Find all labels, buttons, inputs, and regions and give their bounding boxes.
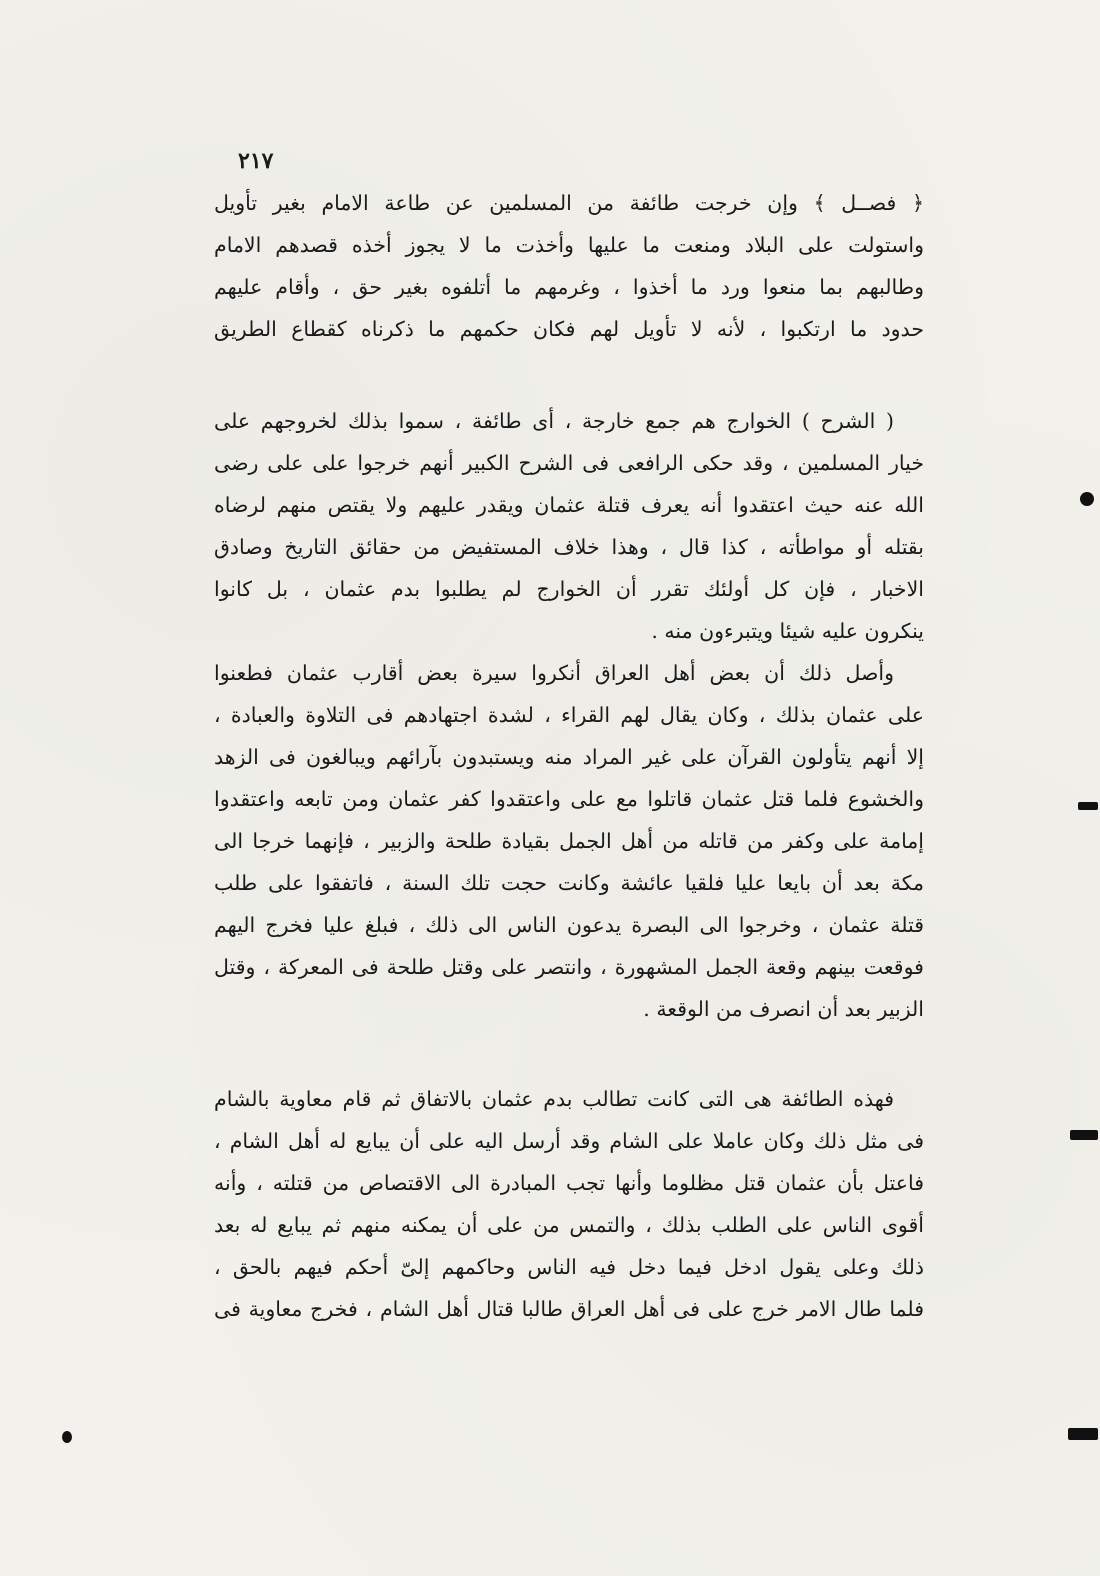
- text-line: على عثمان بذلك ، وكان يقال لهم القراء ، لشدة اجتهادهم فى التلاوة والعبادة ،: [214, 703, 924, 727]
- text-line: أقوى الناس على الطلب بذلك ، والتمس من على أن يمكنه منهم ثم يبايع له بعد: [214, 1213, 924, 1237]
- section-sharh: [214, 400, 924, 1030]
- text-line: وأصل ذلك أن بعض أهل العراق أنكروا سيرة بعض أقارب عثمان فطعنوا: [214, 661, 894, 685]
- text-line: بقتله أو مواطأته ، كذا قال ، وهذا خلاف المستفيض من حقائق التاريخ وصادق: [214, 535, 924, 559]
- text-line: الزبير بعد أن انصرف من الوقعة .: [643, 997, 924, 1021]
- text-line: فلما طال الامر خرج على فى أهل العراق طالبا قتال أهل الشام ، فخرج معاوية فى: [214, 1297, 924, 1321]
- text-line: ذلك وعلى يقول ادخل فيما دخل فيه الناس وحاكمهم إلىّ أحكم فيهم بالحق ،: [214, 1255, 924, 1279]
- text-line: فهذه الطائفة هى التى كانت تطالب بدم عثمان بالاتفاق ثم قام معاوية بالشام: [214, 1087, 894, 1111]
- text-line: ﴿ فصــل ﴾ وإن خرجت طائفة من المسلمين عن طاعة الامام بغير تأويل: [214, 191, 924, 215]
- scan-artifact-dot: [62, 1431, 72, 1443]
- scan-artifact-mark: [1068, 1428, 1098, 1440]
- text-line: وطالبهم بما منعوا ورد ما أخذوا ، وغرمهم ما أتلفوه بغير حق ، وأقام عليهم: [214, 275, 924, 299]
- section-continuation: [214, 1078, 924, 1330]
- text-line: والخشوع فلما قتل عثمان قاتلوا مع على واعتقدوا كفر عثمان ومن تابعه واعتقدوا: [214, 787, 924, 811]
- scan-artifact-mark: [1070, 1130, 1098, 1140]
- text-line: فوقعت بينهم وقعة الجمل المشهورة ، وانتصر على وقتل طلحة فى المعركة ، وقتل: [214, 955, 924, 979]
- text-line: ( الشرح ) الخوارج هم جمع خارجة ، أى طائفة ، سموا بذلك لخروجهم على: [214, 409, 894, 433]
- text-line: فى مثل ذلك وكان عاملا على الشام وقد أرسل اليه على أن يبايع له أهل الشام ،: [214, 1129, 924, 1153]
- scan-artifact-mark: [1080, 492, 1094, 506]
- section-fasl: [214, 182, 924, 350]
- text-line: خيار المسلمين ، وقد حكى الرافعى فى الشرح الكبير أنهم خرجوا على على رضى: [214, 451, 924, 475]
- text-line: ينكرون عليه شيئا ويتبرءون منه .: [651, 619, 924, 643]
- text-line: الله عنه حيث اعتقدوا أنه يعرف قتلة عثمان ويقدر عليهم ولا يقتص منهم لرضاه: [214, 493, 924, 517]
- text-line: إمامة على وكفر من قاتله من أهل الجمل بقيادة طلحة والزبير ، فإنهما خرجا الى: [214, 829, 924, 853]
- text-line: واستولت على البلاد ومنعت ما عليها وأخذت ما لا يجوز أخذه قصدهم الامام: [214, 233, 924, 257]
- text-line: الاخبار ، فإن كل أولئك تقرر أن الخوارج لم يطلبوا بدم عثمان ، بل كانوا: [214, 577, 924, 601]
- text-line: قتلة عثمان ، وخرجوا الى البصرة يدعون الناس الى ذلك ، فبلغ عليا فخرج اليهم: [214, 913, 924, 937]
- text-line: إلا أنهم يتأولون القرآن على غير المراد منه ويستبدون بآرائهم ويبالغون فى الزهد: [214, 745, 924, 769]
- page-number: ٢١٧: [238, 148, 274, 174]
- text-line: حدود ما ارتكبوا ، لأنه لا تأويل لهم فكان حكمهم ما ذكرناه كقطاع الطريق: [214, 317, 924, 341]
- text-line: مكة بعد أن بايعا عليا فلقيا عائشة وكانت حجت تلك السنة ، فاتفقوا على طلب: [214, 871, 924, 895]
- text-line: فاعتل بأن عثمان قتل مظلوما وأنها تجب المبادرة الى الاقتصاص من قتلته ، وأنه: [214, 1171, 924, 1195]
- scan-artifact-mark: [1078, 802, 1098, 810]
